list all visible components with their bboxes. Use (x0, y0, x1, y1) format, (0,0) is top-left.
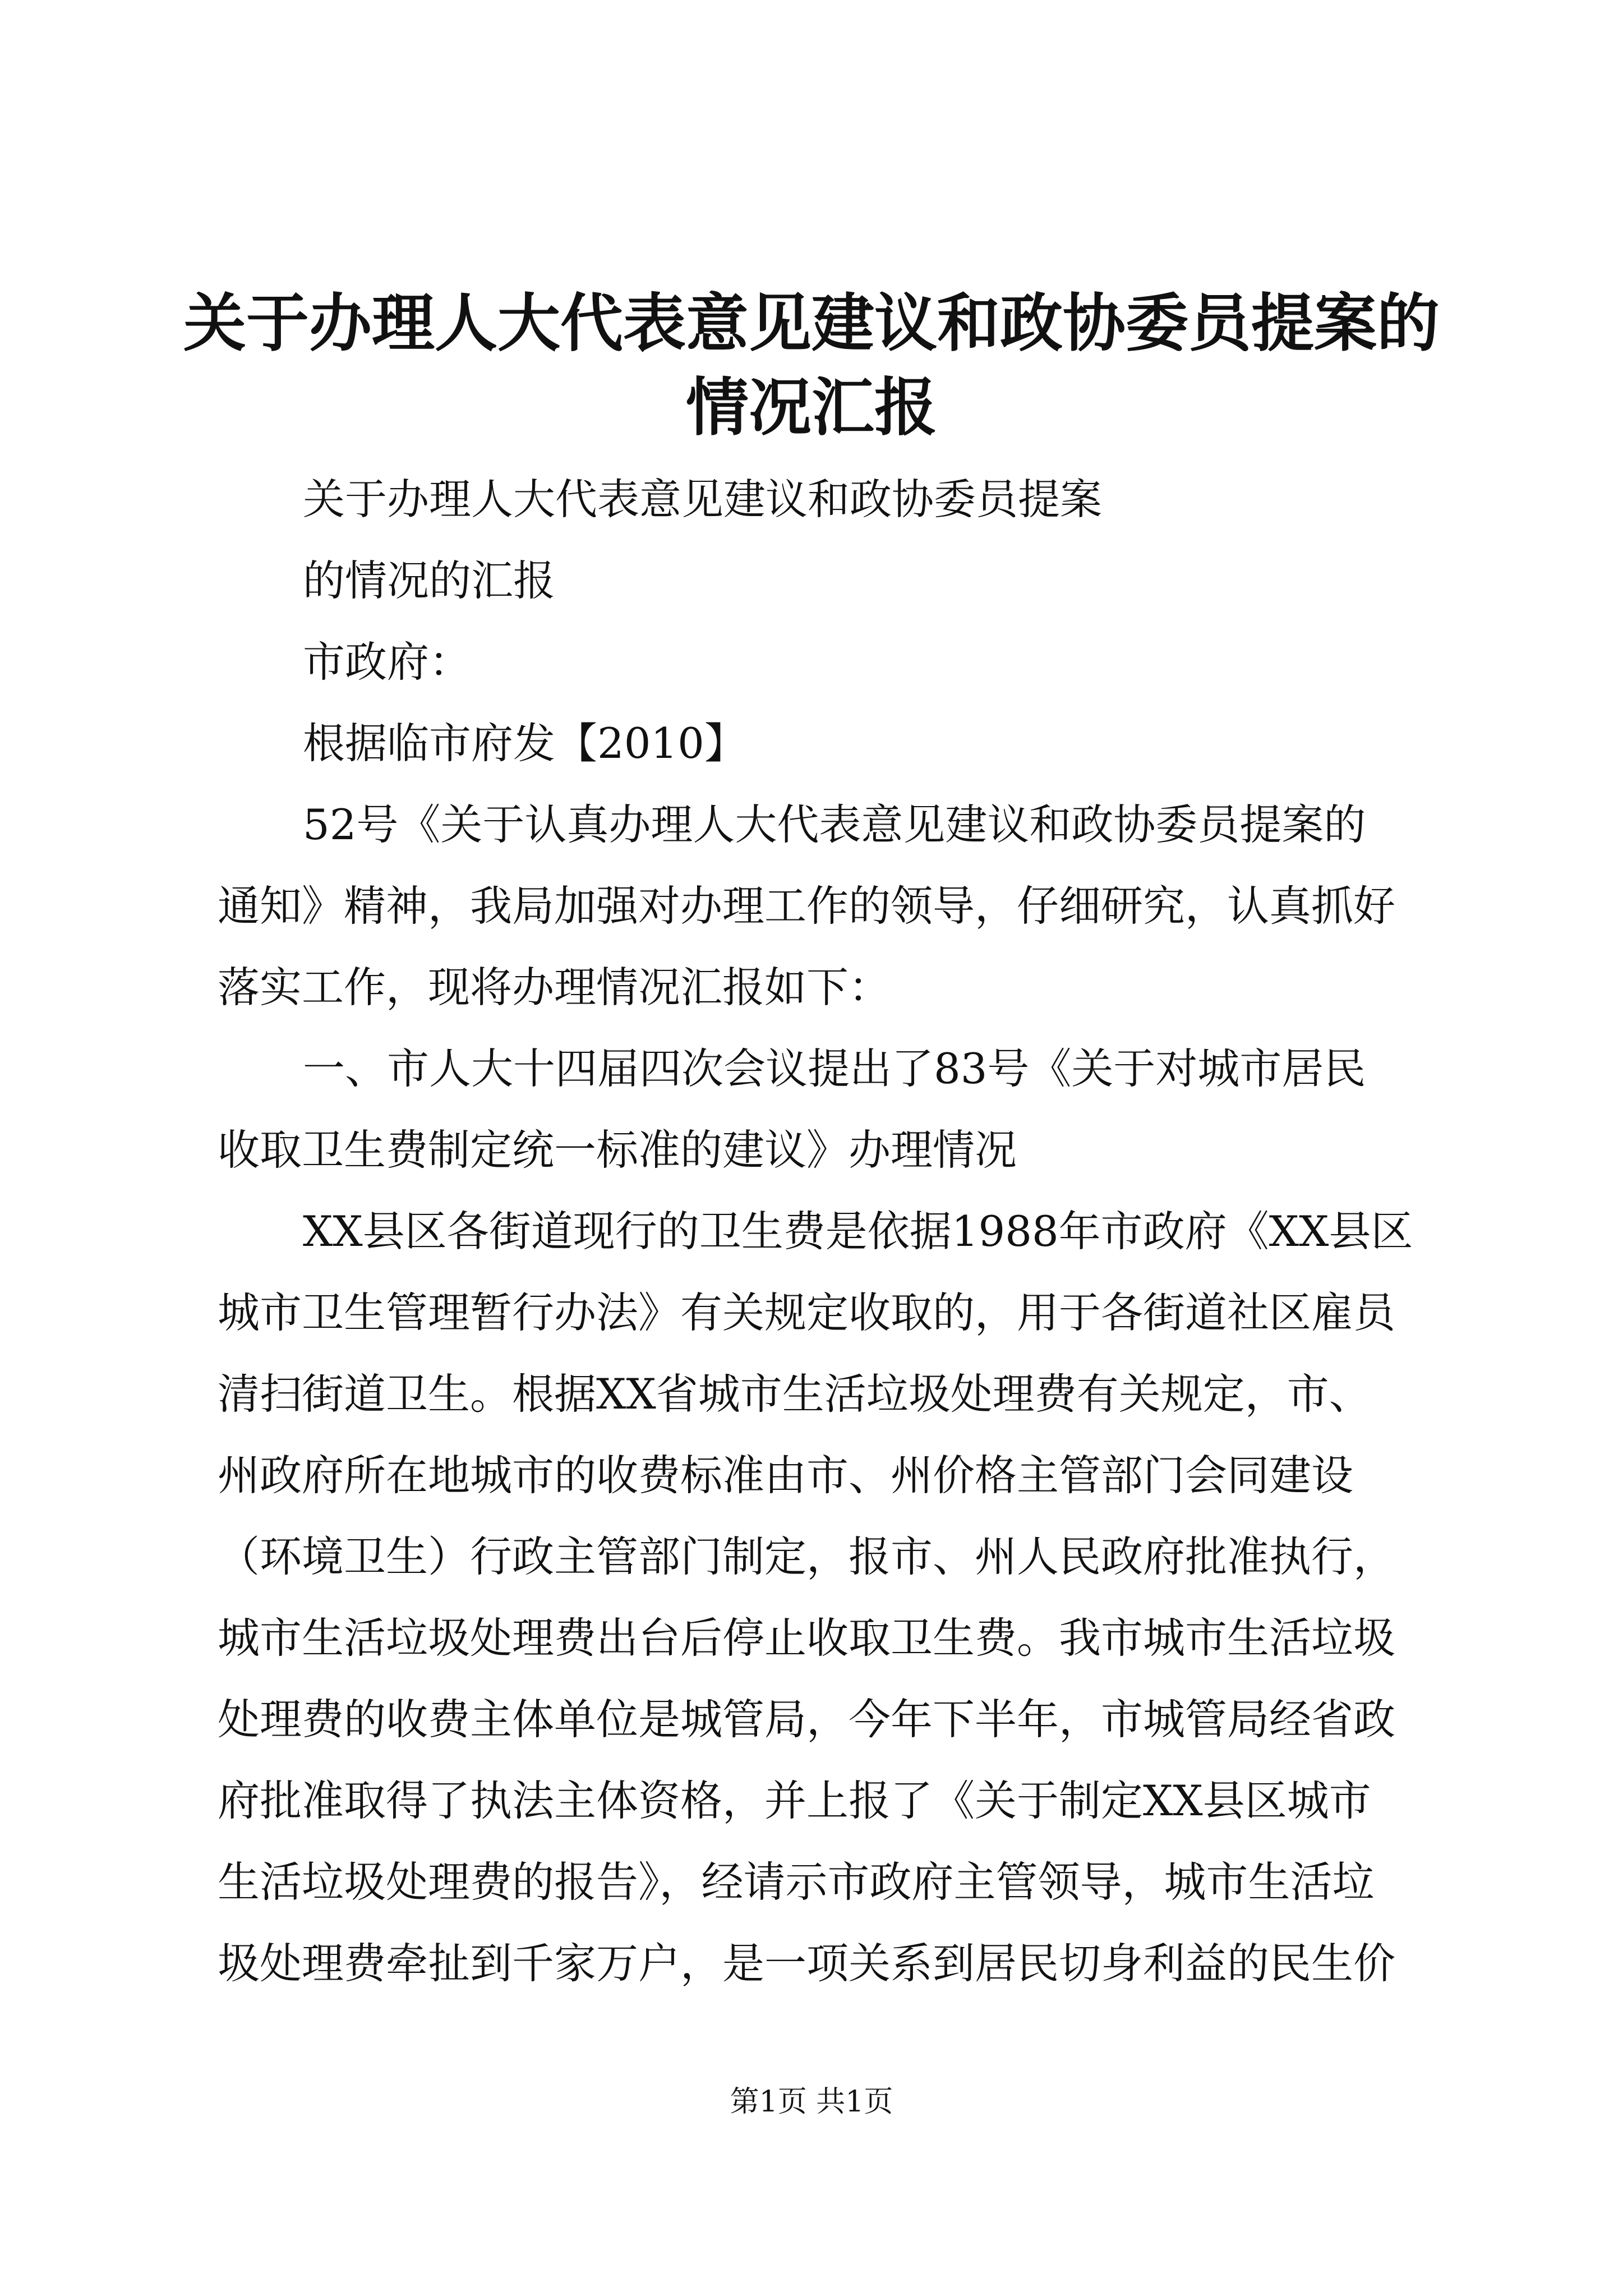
body-line: （环境卫生）行政主管部门制定，报市、州人民政府批准执行， (218, 1532, 1396, 1581)
body-line: 一、市人大十四届四次会议提出了83号《关于对城市居民 (303, 1044, 1366, 1093)
body-line: 落实工作，现将办理情况汇报如下： (218, 963, 891, 1012)
body-line: 通知》精神，我局加强对办理工作的领导，仔细研究，认真抓好 (218, 881, 1396, 931)
body-line: 圾处理费牵扯到千家万户，是一项关系到居民切身利益的民生价 (218, 1939, 1396, 1988)
document-title-line-1: 关于办理人大代表意见建议和政协委员提案的 (183, 287, 1440, 360)
body-line: 市政府： (303, 637, 472, 687)
page-footer: 第1页 共1页 (730, 2085, 893, 2119)
body-line: 收取卫生费制定统一标准的建议》办理情况 (218, 1125, 1017, 1175)
body-line: XX县区各街道现行的卫生费是依据1988年市政府《XX县区 (303, 1207, 1413, 1256)
body-line: 的情况的汇报 (303, 556, 556, 605)
body-line: 52号《关于认真办理人大代表意见建议和政协委员提案的 (303, 800, 1366, 849)
body-line: 清扫街道卫生。根据XX省城市生活垃圾处理费有关规定，市、 (218, 1369, 1371, 1419)
body-line: 城市生活垃圾处理费出台后停止收取卫生费。我市城市生活垃圾 (218, 1613, 1396, 1663)
body-line: 生活垃圾处理费的报告》，经请示市政府主管领导，城市生活垃 (218, 1857, 1375, 1907)
body-line: 府批准取得了执法主体资格，并上报了《关于制定XX县区城市 (218, 1776, 1371, 1825)
body-line: 城市卫生管理暂行办法》有关规定收取的，用于各街道社区雇员 (218, 1288, 1396, 1337)
body-line: 根据临市府发【2010】 (303, 719, 746, 768)
body-line: 州政府所在地城市的收费标准由市、州价格主管部门会同建设 (218, 1451, 1354, 1500)
body-line: 处理费的收费主体单位是城管局，今年下半年，市城管局经省政 (218, 1695, 1396, 1744)
document-title-line-2: 情况汇报 (686, 371, 937, 444)
body-line: 关于办理人大代表意见建议和政协委员提案 (303, 475, 1103, 524)
